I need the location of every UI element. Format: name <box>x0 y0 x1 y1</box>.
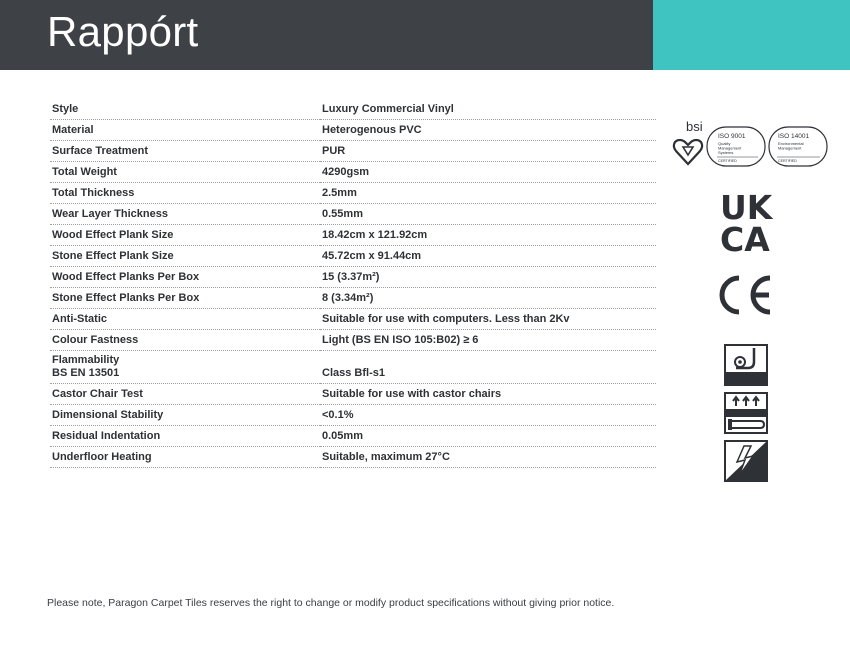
spec-row <box>50 384 656 405</box>
spec-row <box>50 405 656 426</box>
ce-mark-icon <box>717 273 777 317</box>
spec-label: Total Weight <box>50 162 320 183</box>
spec-value: Luxury Commercial Vinyl <box>320 99 656 120</box>
spec-value: PUR <box>320 141 656 162</box>
kitemark-heart-icon <box>674 140 702 164</box>
svg-text:CA: CA <box>720 220 770 254</box>
spec-value: 15 (3.37m²) <box>320 267 656 288</box>
svg-text:CERTIFIED: CERTIFIED <box>718 159 737 163</box>
svg-text:Quality: Quality <box>718 141 731 146</box>
bsi-iso-certification-logo <box>670 118 830 176</box>
spec-value: 18.42cm x 121.92cm <box>320 225 656 246</box>
spec-label: Dimensional Stability <box>50 405 320 426</box>
spec-value: 8 (3.34m²) <box>320 288 656 309</box>
svg-text:Environmental: Environmental <box>778 141 804 146</box>
spec-value: Suitable for use with castor chairs <box>320 384 656 405</box>
spec-value: Light (BS EN ISO 105:B02) ≥ 6 <box>320 330 656 351</box>
spec-row <box>50 351 656 384</box>
spec-value: Suitable for use with computers. Less than 2Kv <box>320 309 656 330</box>
spec-row <box>50 330 656 351</box>
page-title: Rappórt <box>47 8 199 55</box>
anti-static-icon <box>724 440 768 482</box>
spec-value: 0.55mm <box>320 204 656 225</box>
spec-row <box>50 225 656 246</box>
spec-value: 45.72cm x 91.44cm <box>320 246 656 267</box>
spec-label: Surface Treatment <box>50 141 320 162</box>
spec-label: Total Thickness <box>50 183 320 204</box>
bsi-brand-text: bsi <box>686 119 703 134</box>
header-bar <box>0 0 653 70</box>
ukca-mark-icon <box>718 190 780 254</box>
svg-text:CERTIFIED: CERTIFIED <box>778 159 797 163</box>
spec-value: Suitable, maximum 27°C <box>320 447 656 468</box>
spec-label: Material <box>50 120 320 141</box>
spec-label: Stone Effect Planks Per Box <box>50 288 320 309</box>
spec-label: Wood Effect Plank Size <box>50 225 320 246</box>
spec-row <box>50 162 656 183</box>
spec-label: Castor Chair Test <box>50 384 320 405</box>
spec-row <box>50 309 656 330</box>
spec-row <box>50 99 656 120</box>
svg-text:Systems: Systems <box>718 150 734 155</box>
spec-value: 2.5mm <box>320 183 656 204</box>
spec-label: Wear Layer Thickness <box>50 204 320 225</box>
spec-label: Residual Indentation <box>50 426 320 447</box>
svg-text:ISO 9001: ISO 9001 <box>718 133 746 140</box>
spec-value: Heterogenous PVC <box>320 120 656 141</box>
svg-text:Management: Management <box>718 145 742 151</box>
certifications-panel <box>667 118 832 488</box>
spec-row <box>50 288 656 309</box>
spec-row <box>50 204 656 225</box>
spec-row <box>50 246 656 267</box>
underfloor-heating-icon <box>724 392 768 434</box>
spec-value: Class Bfl-s1 <box>320 351 656 384</box>
spec-row <box>50 141 656 162</box>
spec-row <box>50 447 656 468</box>
spec-value: 4290gsm <box>320 162 656 183</box>
castor-chair-icon <box>724 344 768 386</box>
spec-label: Wood Effect Planks Per Box <box>50 267 320 288</box>
spec-label: Anti-Static <box>50 309 320 330</box>
spec-label: Style <box>50 99 320 120</box>
spec-row <box>50 426 656 447</box>
spec-row <box>50 120 656 141</box>
svg-text:UK: UK <box>720 190 773 227</box>
header-accent-block <box>653 0 850 70</box>
spec-row <box>50 267 656 288</box>
spec-label: Stone Effect Plank Size <box>50 246 320 267</box>
svg-text:Management: Management <box>778 145 802 151</box>
svg-text:ISO 14001: ISO 14001 <box>778 133 810 140</box>
spec-value: 0.05mm <box>320 426 656 447</box>
spec-row <box>50 183 656 204</box>
spec-label: Underfloor Heating <box>50 447 320 468</box>
spec-table <box>50 99 656 468</box>
footer-disclaimer: Please note, Paragon Carpet Tiles reserves the right to change or modify product specifications without giving prior notice. <box>47 597 615 609</box>
spec-label: Flammability BS EN 13501 <box>50 351 320 384</box>
spec-label: Colour Fastness <box>50 330 320 351</box>
spec-value: <0.1% <box>320 405 656 426</box>
